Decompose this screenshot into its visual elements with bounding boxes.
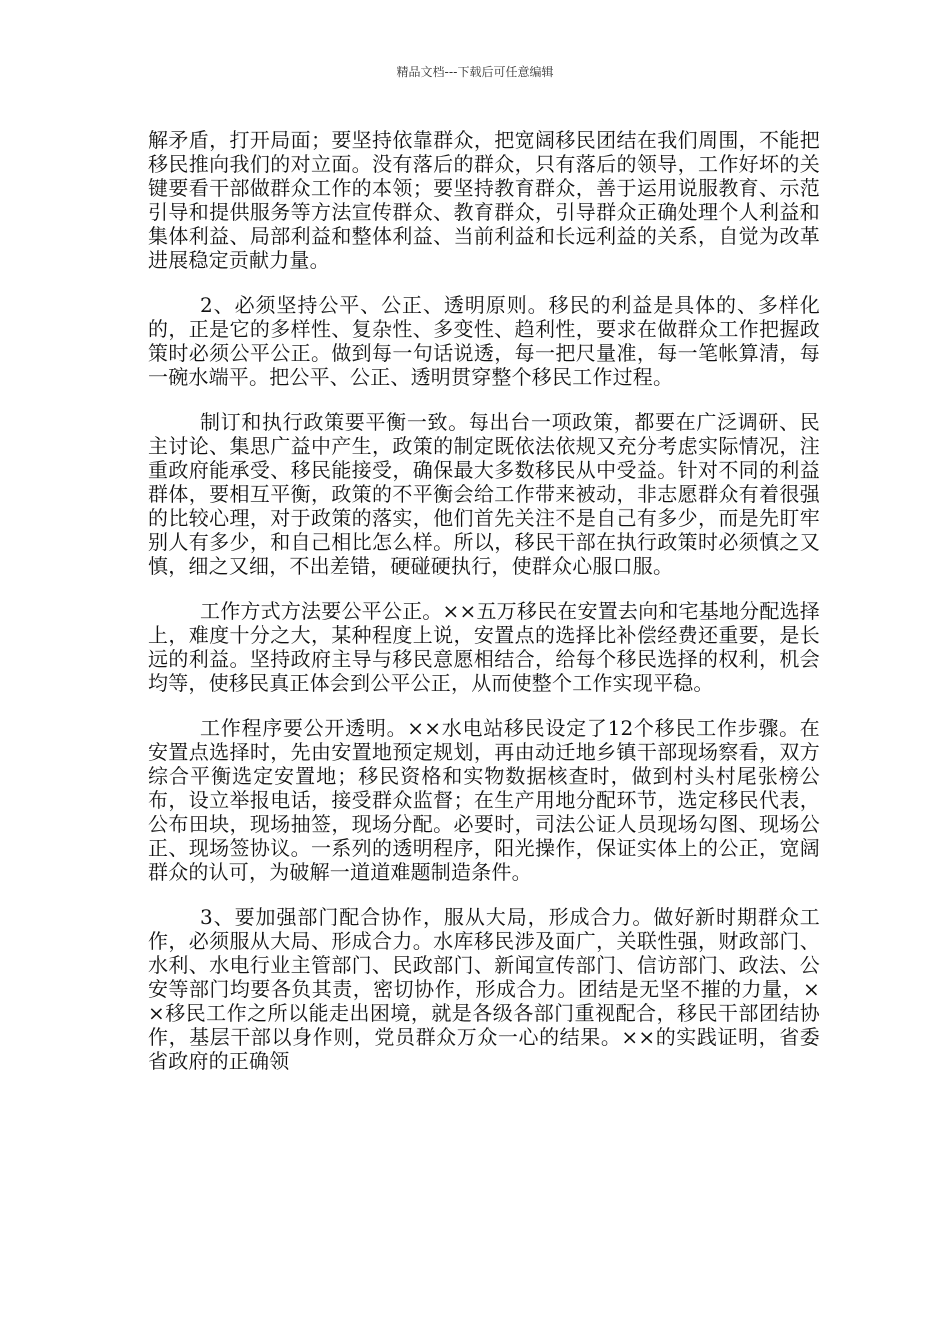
paragraph-6: 3、要加强部门配合协作，服从大局，形成合力。做好新时期群众工作，必须服从大局、形成合力。水库移民涉及面广，关联性强，财政部门、水利、水电行业主管部门、民政部门、新闻宣传部门、信访部门、政法、公安等部门均要各负其责，密切协作，形成合力。团结是无坚不摧的力量，××移民工作之所以能走出困境，就是各级各部门重视配合，移民干部团结协作，基层干部以身作则，党员群众万众一心的结果。××的实践证明，省委省政府的正确领 <box>148 905 820 1073</box>
paragraph-5: 工作程序要公开透明。××水电站移民设定了12个移民工作步骤。在安置点选择时，先由安置地预定规划，再由动迁地乡镇干部现场察看，双方综合平衡选定安置地；移民资格和实物数据核查时，做到村头村尾张榜公布，设立举报电话，接受群众监督；在生产用地分配环节，选定移民代表，公布田块，现场抽签，现场分配。必要时，司法公证人员现场勾图、现场公正、现场签协议。一系列的透明程序，阳光操作，保证实体上的公正，宽阔群众的认可，为破解一道道难题制造条件。 <box>148 716 820 884</box>
document-body <box>148 128 820 1094</box>
paragraph-4: 工作方式方法要公平公正。××五万移民在安置去向和宅基地分配选择上，难度十分之大，某种程度上说，安置点的选择比补偿经费还重要，是长远的利益。坚持政府主导与移民意愿相结合，给每个移民选择的权利，机会均等，使移民真正体会到公平公正，从而使整个工作实现平稳。 <box>148 599 820 695</box>
page-header: 精品文档---下载后可任意编辑 <box>396 65 554 79</box>
paragraph-2: 2、必须坚持公平、公正、透明原则。移民的利益是具体的、多样化的，正是它的多样性、复杂性、多变性、趋利性，要求在做群众工作把握政策时必须公平公正。做到每一句话说透，每一把尺量准，每一笔帐算清，每一碗水端平。把公平、公正、透明贯穿整个移民工作过程。 <box>148 293 820 389</box>
paragraph-3: 制订和执行政策要平衡一致。每出台一项政策，都要在广泛调研、民主讨论、集思广益中产生，政策的制定既依法依规又充分考虑实际情况，注重政府能承受、移民能接受，确保最大多数移民从中受益。针对不同的利益群体，要相互平衡，政策的不平衡会给工作带来被动，非志愿群众有着很强的比较心理，对于政策的落实，他们首先关注不是自己有多少，而是先盯牢别人有多少，和自己相比怎么样。所以，移民干部在执行政策时必须慎之又慎，细之又细，不出差错，硬碰硬执行，使群众心服口服。 <box>148 410 820 578</box>
paragraph-1: 解矛盾，打开局面；要坚持依靠群众，把宽阔移民团结在我们周围，不能把移民推向我们的对立面。没有落后的群众，只有落后的领导，工作好坏的关键要看干部做群众工作的本领；要坚持教育群众，善于运用说服教育、示范引导和提供服务等方法宣传群众、教育群众，引导群众正确处理个人利益和集体利益、局部利益和整体利益、当前利益和长远利益的关系，自觉为改革进展稳定贡献力量。 <box>148 128 820 272</box>
